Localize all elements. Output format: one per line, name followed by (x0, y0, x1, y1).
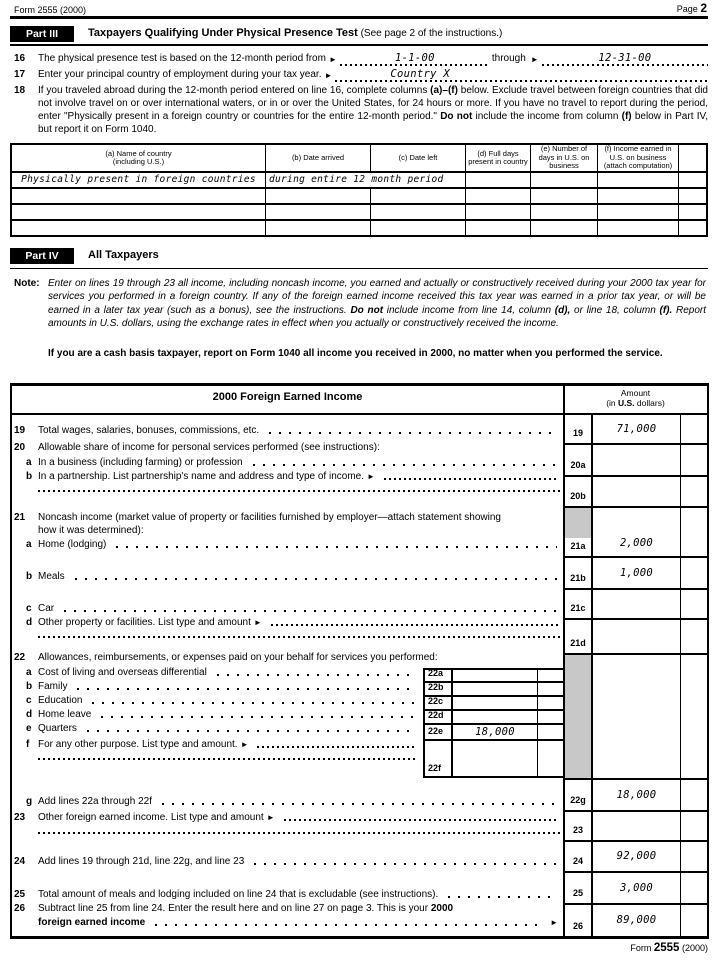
line-21c-amount[interactable] (593, 590, 680, 618)
amount-row-24 (565, 842, 707, 873)
line-25-cents[interactable] (680, 873, 707, 903)
line-21b-cents[interactable] (680, 558, 707, 588)
box-22d-cents[interactable] (537, 711, 563, 723)
dot-leaders (155, 924, 543, 926)
line16-through-value[interactable]: 12-31-00 (598, 52, 652, 64)
subrow-22c (425, 697, 563, 711)
line-22f-write-line[interactable] (38, 758, 418, 760)
dotted-entry-line[interactable] (384, 478, 559, 480)
subrow-22d (425, 711, 563, 725)
line17 (14, 68, 708, 82)
line-21-label: Noncash income (market value of property or facilities furnished by employer—attach statement showing how it was determined): (38, 512, 501, 536)
line-22c (26, 694, 418, 707)
amount-row-21a (565, 508, 707, 558)
dot-leaders (101, 716, 414, 718)
line18 (14, 84, 708, 136)
line-22-label: Allowances, reimbursements, or expenses paid on your behalf for services you performed: (38, 652, 438, 663)
line-24-box-number: 24 (565, 842, 593, 871)
dot-leaders (92, 702, 414, 704)
amount-header: Amount (in U.S. dollars) (606, 388, 665, 408)
line-26-box-number: 26 (565, 905, 593, 936)
amount-row-21d (565, 620, 707, 655)
amount-row-25 (565, 873, 707, 905)
box-22e-amount[interactable]: 18,000 (475, 725, 515, 738)
amount-row-20a (565, 445, 707, 477)
income-bottom-rule (10, 936, 709, 939)
line-21c-box-number: 21c (565, 590, 593, 618)
box-22a-number: 22a (425, 670, 453, 681)
line16-through-label: through (491, 53, 526, 64)
line-25-number: 25 (14, 889, 26, 900)
box-22f-number: 22f (425, 741, 453, 776)
box-22f-cents[interactable] (537, 741, 563, 776)
line-21c-letter: c (26, 603, 32, 614)
box-22d-number: 22d (425, 711, 453, 723)
row3-left-cell[interactable] (370, 205, 465, 221)
line-20a-letter: a (26, 457, 32, 468)
amount-row-21b (565, 558, 707, 590)
line-22a-letter: a (26, 667, 32, 678)
line-21b-amount[interactable]: 1,000 (619, 566, 654, 579)
line-22a-label: Cost of living and overseas differential (38, 667, 207, 678)
line-19-cents[interactable] (680, 415, 707, 443)
fill-arrow-icon: ► (240, 740, 249, 749)
row2-income-cell[interactable] (597, 189, 678, 205)
note-block (14, 277, 708, 331)
line-21d-cents[interactable] (680, 620, 707, 653)
row4-left-cell[interactable] (370, 221, 465, 235)
line-22g-letter: g (26, 796, 33, 807)
row2-arrived-cell[interactable] (265, 189, 370, 205)
line-26 (14, 902, 561, 915)
box-22c-number: 22c (425, 697, 453, 709)
page-word: Page (676, 4, 698, 14)
line-22b-label: Family (38, 681, 68, 692)
line-20b-write-line[interactable] (38, 490, 561, 492)
footer-form-word: Form (630, 943, 654, 953)
line-23-write-line[interactable] (38, 832, 561, 834)
line-26-number: 26 (14, 903, 26, 914)
row2-country-cell[interactable] (12, 189, 265, 205)
dotted-entry-line[interactable] (271, 624, 559, 626)
part4-label-box: Part IV (10, 248, 74, 264)
col-a-header: (a) Name of country (including U.S.) (12, 145, 265, 173)
line-23-number: 23 (14, 812, 26, 823)
line-21 (14, 511, 534, 537)
line-21d-letter: d (26, 617, 33, 628)
line-19-number: 19 (14, 425, 26, 436)
line-22g-amount[interactable]: 18,000 (616, 788, 657, 801)
col-b-header: (b) Date arrived (265, 145, 370, 173)
line-21b-letter: b (26, 571, 33, 582)
row2-usdays-cell[interactable] (530, 189, 597, 205)
amount-row-22-block (565, 655, 707, 780)
line-26-amount[interactable]: 89,000 (616, 914, 657, 926)
line-21a-amount[interactable]: 2,000 (619, 537, 654, 549)
line-22b-letter: b (26, 681, 33, 692)
note-text: Enter on lines 19 through 23 all income, including noncash income, you earned and actually or constructively received during your 2000 tax year for services you performed in a foreign country. If any of the foreign earned income received this tax year was earned in a prior tax year, or will be earned in a later tax year (such as a bonus), see the instructions. Do not include income from line 14, column (d), or line 18, column (f). Report amounts in U.S. dollars, using the exchange rates in effect when you actually or constructively received the income. (48, 278, 707, 330)
box-22d-amount[interactable] (453, 711, 537, 723)
box-22a-amount[interactable] (453, 670, 537, 681)
line-21d (26, 616, 561, 629)
line-20 (14, 441, 561, 454)
line-22g-cents[interactable] (680, 780, 707, 810)
row1-country-cell[interactable]: Physically present in foreign countries (12, 173, 265, 189)
col-d-header: (d) Full days present in country (465, 145, 530, 173)
amount-row-19 (565, 415, 707, 445)
line-21a-letter: a (26, 539, 32, 550)
row1-dates-cell[interactable]: during entire 12 month period (265, 173, 465, 189)
line-20a-label: In a business (including farming) or profession (38, 457, 243, 468)
box-22c-cents[interactable] (537, 697, 563, 709)
footer-form-id (460, 942, 708, 955)
line-22g-label: Add lines 22a through 22f (38, 796, 152, 807)
line-22-gray-cell (565, 655, 593, 778)
line-19-box-number: 19 (565, 415, 593, 443)
line-19-amount[interactable]: 71,000 (616, 422, 657, 435)
box-22e-number: 22e (425, 725, 453, 739)
box-22b-cents[interactable] (537, 683, 563, 695)
line-22-subtable (423, 668, 565, 778)
line-20b (26, 470, 561, 483)
line-26-label: Subtract line 25 from line 24. Enter the result here and on line 27 on page 3. This is your 2000 (38, 903, 454, 914)
line-20b-letter: b (26, 471, 33, 482)
dot-leaders (448, 896, 557, 898)
line16-label: The physical presence test is based on the 12-month period from (38, 53, 326, 64)
part3-rule (10, 44, 708, 46)
line16 (14, 52, 708, 66)
line-20b-cents[interactable] (680, 477, 707, 506)
line-22e (26, 722, 418, 735)
dot-leaders (217, 674, 414, 676)
fill-arrow-icon: ► (530, 54, 539, 64)
part4-rule (10, 268, 708, 269)
line-20a-cents[interactable] (680, 445, 707, 475)
line-23-amount[interactable] (593, 812, 680, 840)
line-22b (26, 680, 418, 693)
line-21c (26, 602, 561, 615)
line-21a-cents[interactable] (680, 508, 707, 556)
dotted-entry-line[interactable] (257, 746, 416, 748)
line-22 (14, 651, 561, 664)
row3-country-cell[interactable] (12, 205, 265, 221)
line-22d-label: Home leave (38, 709, 92, 720)
line18-number: 18 (14, 85, 26, 96)
footer-form-number: 2555 (653, 942, 680, 954)
line-21a-box-number: 21a (565, 508, 593, 556)
line-25-label: Total amount of meals and lodging included on line 24 that is excludable (see instructions). (38, 889, 439, 900)
line17-label: Enter your principal country of employment during your tax year. (38, 69, 322, 80)
row4-usdays-cell[interactable] (530, 221, 597, 235)
dot-leaders (87, 730, 414, 732)
part3-title (88, 27, 502, 40)
dot-leaders (254, 863, 557, 865)
note-label: Note: (14, 278, 40, 289)
line18-text: If you traveled abroad during the 12-month period entered on line 16, complete columns (a)–(f) below. Exclude travel between foreign countries that did not involve travel on or over international waters, or in or over the United States, for 24 hours or more. If you have no travel to report during the period, enter "Physically present in a foreign country or countries for the entire 12-month period." Do not include the income from column (f) below in Part IV, but report it on Form 1040. (38, 85, 708, 135)
col-f-header: (f) Income earned in U.S. on business (attach computation) (597, 145, 678, 173)
row1-days-cell[interactable] (465, 173, 530, 189)
line-21c-cents[interactable] (680, 590, 707, 618)
line-22g-box-number: 22g (565, 780, 593, 810)
line-20b-label: In a partnership. List partnership's name and address and type of income. (38, 471, 364, 482)
line-20b-box-number: 20b (565, 477, 593, 506)
line-22g (26, 795, 561, 808)
line-25 (14, 888, 561, 901)
line17-country-value[interactable]: Country X (390, 68, 450, 80)
dot-leaders (253, 464, 557, 466)
fill-arrow-icon: ► (324, 70, 333, 80)
box-22e-cents[interactable] (537, 725, 563, 739)
row2-cents-cell[interactable] (678, 189, 706, 205)
line-20a-box-number: 20a (565, 445, 593, 475)
line-23 (14, 811, 561, 824)
row3-days-cell[interactable] (465, 205, 530, 221)
line-24-number: 24 (14, 856, 26, 867)
row4-income-cell[interactable] (597, 221, 678, 235)
income-right-border (707, 383, 709, 938)
line-22-amount-blank (593, 655, 680, 778)
amount-row-21c (565, 590, 707, 620)
line-20a (26, 456, 561, 469)
box-22c-amount[interactable] (453, 697, 537, 709)
income-section-title: 2000 Foreign Earned Income (212, 391, 363, 403)
page-number: 2 (700, 1, 707, 15)
note-bold-text: If you are a cash basis taxpayer, report on Form 1040 all income you received in 2000, no matter when you performed the service. (48, 348, 663, 359)
amount-row-22g (565, 780, 707, 812)
line16-from-value[interactable]: 1-1-00 (394, 52, 435, 64)
line-22-number: 22 (14, 652, 26, 663)
part3-title-text: Taxpayers Qualifying Under Physical Presence Test (88, 27, 358, 39)
top-rule (10, 16, 708, 19)
line-22e-letter: e (26, 723, 32, 734)
dotted-entry-line[interactable] (284, 819, 559, 821)
line-21d-label: Other property or facilities. List type and amount (38, 617, 251, 628)
line-26-label-bold: foreign earned income (38, 917, 146, 928)
amount-row-26 (565, 905, 707, 936)
row3-cents-cell[interactable] (678, 205, 706, 221)
subrow-22f (425, 741, 563, 776)
dot-leaders (162, 803, 557, 805)
row4-arrived-cell[interactable] (265, 221, 370, 235)
line-22e-label: Quarters (38, 723, 77, 734)
line16-number: 16 (14, 53, 26, 64)
line-22c-letter: c (26, 695, 32, 706)
fill-arrow-icon: ► (550, 918, 558, 927)
fill-arrow-icon: ► (253, 618, 262, 627)
line-22a (26, 666, 418, 679)
line-25-box-number: 25 (565, 873, 593, 903)
fill-arrow-icon: ► (328, 54, 337, 64)
dot-leaders (64, 610, 557, 612)
line-22c-label: Education (38, 695, 83, 706)
dot-leaders (75, 578, 557, 580)
row2-left-cell[interactable] (370, 189, 465, 205)
footer-form-year: (2000) (679, 943, 708, 953)
part3-title-note: (See page 2 of the instructions.) (357, 28, 503, 39)
line-21a-label: Home (lodging) (38, 539, 107, 550)
line-21b-box-number: 21b (565, 558, 593, 588)
line17-number: 17 (14, 69, 26, 80)
box-22b-number: 22b (425, 683, 453, 695)
line-24-label: Add lines 19 through 21d, line 22g, and line 23 (38, 856, 245, 867)
amount-row-20b (565, 477, 707, 508)
box-22b-amount[interactable] (453, 683, 537, 695)
travel-table (10, 143, 708, 237)
row2-days-cell[interactable] (465, 189, 530, 205)
line-22d (26, 708, 418, 721)
line-21d-amount[interactable] (593, 620, 680, 653)
subrow-22e (425, 725, 563, 741)
line-22f-letter: f (26, 739, 30, 750)
col-c-header: (c) Date left (370, 145, 465, 173)
box-22a-cents[interactable] (537, 670, 563, 681)
line-21b (26, 570, 561, 583)
row3-income-cell[interactable] (597, 205, 678, 221)
income-left-border (10, 383, 12, 938)
line-19-label: Total wages, salaries, bonuses, commissions, etc. (38, 425, 260, 436)
dot-leaders (77, 688, 414, 690)
line17-country-field[interactable] (335, 68, 708, 82)
line-21d-write-line[interactable] (38, 636, 561, 638)
page-indicator (677, 2, 707, 16)
form-id-header: Form 2555 (2000) (14, 5, 87, 15)
line-23-cents[interactable] (680, 812, 707, 840)
line-21-number: 21 (14, 512, 26, 523)
subrow-22b (425, 683, 563, 697)
line-22-cents-blank (680, 655, 707, 778)
col-f-cents-header (678, 145, 706, 173)
line-22d-letter: d (26, 709, 33, 720)
dot-leaders (269, 432, 557, 434)
line16-through-field[interactable] (542, 52, 708, 66)
line-20-number: 20 (14, 442, 26, 453)
line-26-cents[interactable] (680, 905, 707, 936)
subrow-22a (425, 670, 563, 683)
line-19 (14, 424, 561, 437)
part3-label-box: Part III (10, 26, 74, 42)
dot-leaders (116, 546, 557, 548)
line16-from-field[interactable] (340, 52, 490, 66)
line-21a (26, 538, 561, 551)
row3-arrived-cell[interactable] (265, 205, 370, 221)
box-22f-amount[interactable] (453, 741, 537, 776)
line-25-amount[interactable]: 3,000 (619, 881, 654, 894)
line-24 (14, 855, 561, 868)
line-24-cents[interactable] (680, 842, 707, 871)
line-20b-amount[interactable] (593, 477, 680, 506)
row4-days-cell[interactable] (465, 221, 530, 235)
amount-row-23 (565, 812, 707, 842)
row1-usdays-cell[interactable] (530, 173, 597, 189)
line-23-label: Other foreign earned income. List type and amount (38, 812, 264, 823)
line-21b-label: Meals (38, 571, 65, 582)
row1-cents-cell[interactable] (678, 173, 706, 189)
line-22f (26, 738, 418, 751)
line-23-box-number: 23 (565, 812, 593, 840)
line-21d-box-number: 21d (565, 620, 593, 653)
line-24-amount[interactable]: 92,000 (616, 850, 657, 862)
fill-arrow-icon: ► (367, 472, 375, 481)
col-e-header: (e) Number of days in U.S. on business (530, 145, 597, 173)
line-22f-label: For any other purpose. List type and amount. (38, 739, 238, 750)
line-20-label: Allowable share of income for personal services performed (see instructions): (38, 442, 380, 453)
row4-country-cell[interactable] (12, 221, 265, 235)
part4-title: All Taxpayers (88, 249, 159, 261)
line-20a-amount[interactable] (593, 445, 680, 475)
fill-arrow-icon: ► (266, 813, 275, 822)
row3-usdays-cell[interactable] (530, 205, 597, 221)
line-21c-label: Car (38, 603, 55, 614)
line-26-second-row (38, 916, 561, 929)
row4-cents-cell[interactable] (678, 221, 706, 235)
row1-income-cell[interactable] (597, 173, 678, 189)
